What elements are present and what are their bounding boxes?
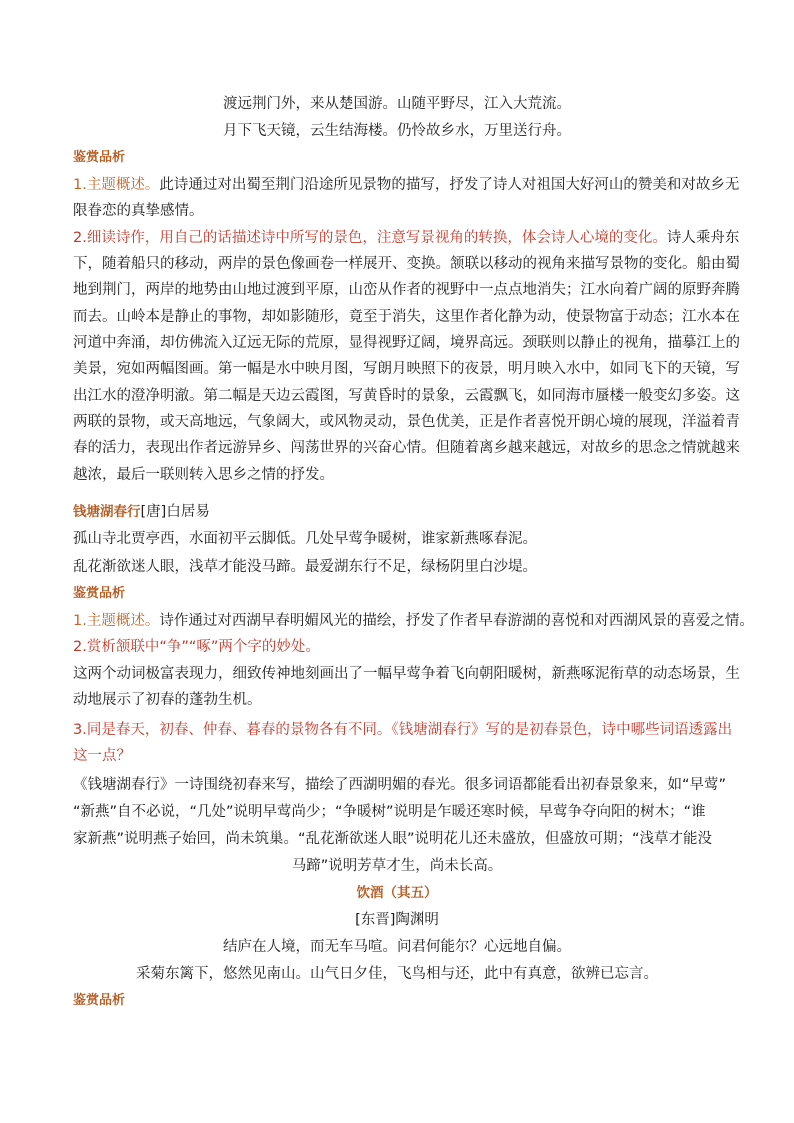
poem1-line2: 月下飞天镜，云生结海楼。仍怜故乡水，万里送行舟。 — [223, 123, 571, 139]
analysis2-q3-line: 《钱塘湖春行》一诗围绕初春来写，描绘了西湖明媚的春光。很多词语都能看出初春景象来，如“早莺” — [73, 777, 727, 793]
analysis1-q2-line: 春的活力，表现出作者远游异乡、闯荡世界的兴奋心情。但随着离乡越来越远，对故乡的思念之情就越来 — [73, 440, 740, 456]
analysis2-q3-last: 马蹄”说明芳草才生，尚未长高。 — [291, 858, 503, 874]
analysis2-q2-line2: 动地展示了初春的蓬勃生机。 — [73, 692, 262, 708]
analysis2-q1 — [73, 609, 754, 633]
analysis1-q2-line: 越浓，最后一联则转入思乡之情的抒发。 — [73, 467, 334, 483]
analysis1-q1 — [73, 173, 739, 197]
poem2-line1: 孤山寺北贾亭西，水面初平云脚低。几处早莺争暖树，谁家新燕啄春泥。 — [73, 531, 537, 547]
analysis1-q2-line: 两联的景物，或天高地远，气象阔大，或风物灵动，景色优美，正是作者喜悦开朗心境的展现，洋溢着青 — [73, 414, 740, 430]
poem3-line1: 结庐在人境，而无车马喧。问君何能尔？心远地自偏。 — [223, 939, 571, 955]
analysis2-q3-line: “新燕”自不必说，“几处”说明早莺尚少；“争暖树”说明是乍暖还寒时候，早莺争夺向阳的树木；“谁 — [73, 804, 706, 820]
analysis1-q1-text-b: 限眷恋的真挚感情。 — [73, 203, 204, 219]
analysis2-q2-label: 2.赏析颔联中“争”“啄”两个字的妙处。 — [73, 639, 320, 655]
analysis2-q3-label-a: 3.同是春天，初春、仲春、暮春的景物各有不同。《钱塘湖春行》写的是初春景色，诗中哪些词语透露出 — [73, 722, 733, 738]
analysis1-heading: 鉴赏品析 — [73, 150, 126, 165]
analysis1-q2-label: 2.细读诗作，用自己的话描述诗中所写的景色，注意写景视角的转换，体会诗人心境的变化。 — [73, 230, 667, 246]
analysis1-q2-line: 美景，宛如两幅图画。第一幅是水中映月图，写朗月映照下的夜景，明月映入水中，如同飞下的天镜，写 — [73, 361, 740, 377]
analysis2-q3-line: 家新燕”说明燕子始回，尚未筑巢。“乱花渐欲迷人眼”说明花儿还未盛放，但盛放可期；“浅草才能没 — [73, 831, 713, 847]
analysis2-q3-label-b: 这一点？ — [73, 748, 131, 764]
analysis2-q2-line1: 这两个动词极富表现力，细致传神地刻画出了一幅早莺争着飞向朝阳暖树，新燕啄泥衔草的动态场景，生 — [73, 666, 740, 682]
analysis1-q2 — [73, 226, 739, 250]
poem1-line1: 渡远荆门外，来从楚国游。山随平野尽，江入大荒流。 — [223, 96, 571, 112]
analysis1-q2-line: 地到荆门，两岸的地势由山地过渡到平原，山峦从作者的视野中一点点地消失；江水向着广阔的原野奔腾 — [73, 282, 740, 298]
poem2-author: [唐]白居易 — [140, 504, 210, 520]
analysis2-heading: 鉴赏品析 — [73, 586, 126, 601]
analysis1-q2-line: 河道中奔涌，却仿佛流入辽远无际的荒原，显得视野辽阔，境界高远。颈联则以静止的视角，描摹江上的 — [73, 335, 740, 351]
analysis1-q2-line: 出江水的澄净明澈。第二幅是天边云霞图，写黄昏时的景象，云霞飘飞，如同海市蜃楼一般变幻多姿。这 — [73, 388, 740, 404]
poem3-line2: 采菊东篱下，悠然见南山。山气日夕佳，飞鸟相与还，此中有真意，欲辨已忘言。 — [136, 966, 658, 982]
analysis1-q2-line: 下，随着船只的移动，两岸的景色像画卷一样展开、变换。颔联以移动的视角来描写景物的变化。船由蜀 — [73, 256, 740, 272]
analysis1-q1-label: 1.主题概述。 — [73, 177, 160, 193]
analysis2-q1-text: 诗作通过对西湖早春明媚风光的描绘，抒发了作者早春游湖的喜悦和对西湖风景的喜爱之情。 — [159, 613, 754, 629]
analysis2-q1-label: 1.主题概述。 — [73, 613, 160, 629]
poem3-title: 饮酒（其五） — [356, 885, 438, 901]
poem2-title: 钱塘湖春行 — [73, 504, 141, 520]
poem2-line2: 乱花渐欲迷人眼，浅草才能没马蹄。最爱湖东行不足，绿杨阴里白沙堤。 — [73, 559, 537, 575]
poem2-heading — [73, 500, 210, 524]
analysis1-q2-text-first: 诗人乘舟东 — [666, 230, 740, 246]
poem3-author: [东晋]陶渊明 — [355, 912, 439, 928]
analysis3-heading: 鉴赏品析 — [73, 993, 126, 1008]
analysis1-q1-text-a: 此诗通过对出蜀至荆门沿途所见景物的描写，抒发了诗人对祖国大好河山的赞美和对故乡无 — [159, 177, 740, 193]
analysis1-q2-line: 而去。山岭本是静止的事物，却如影随形，竟至于消失，这里作者化静为动，使景物富于动态；江水本在 — [73, 309, 740, 325]
